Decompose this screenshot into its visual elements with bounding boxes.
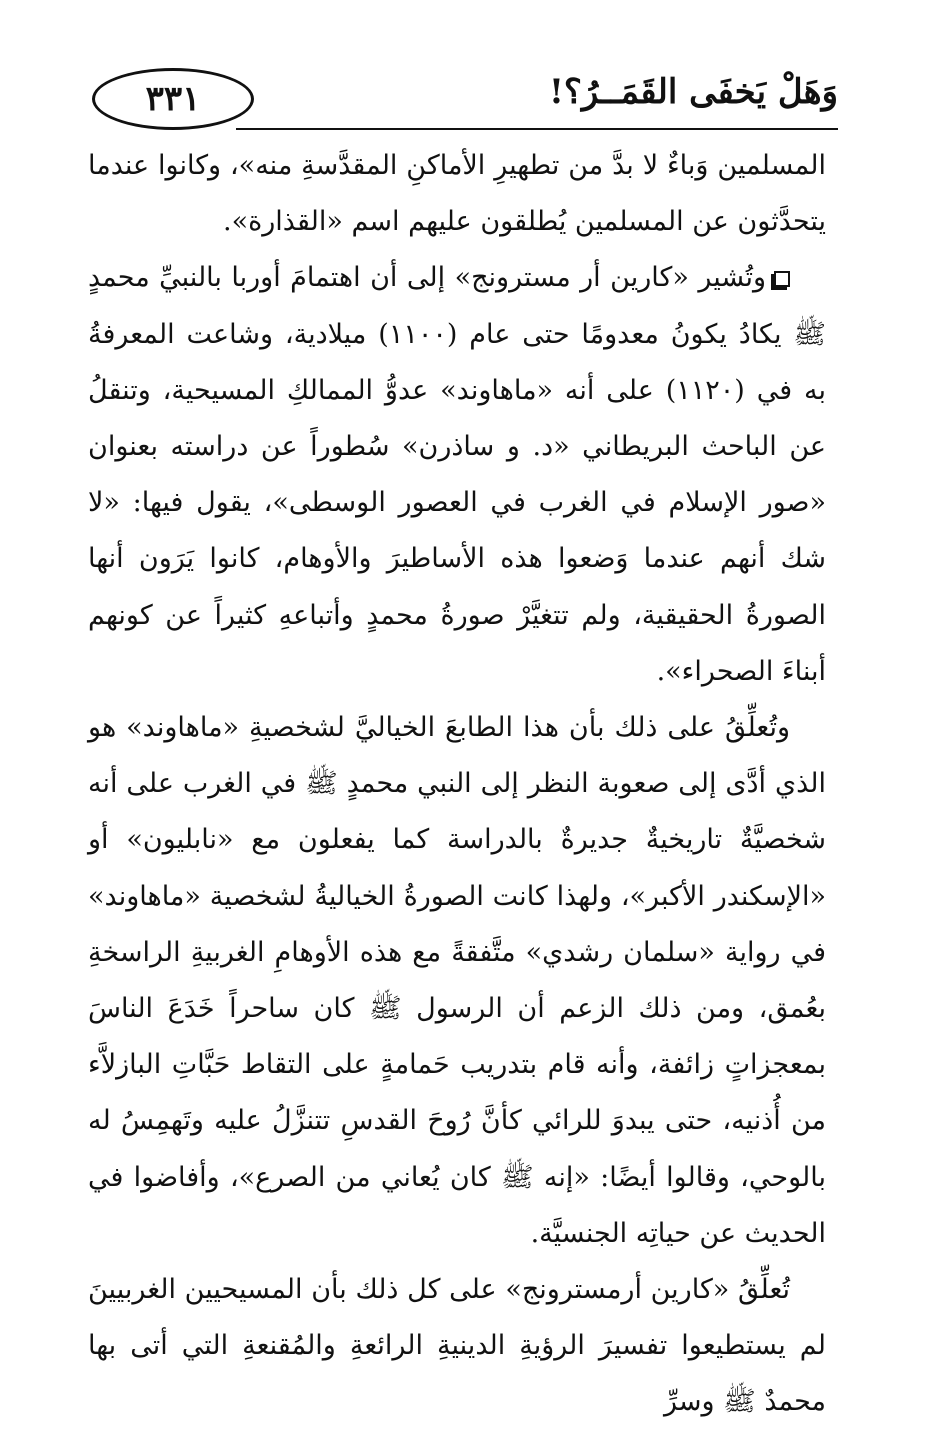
paragraph-marker-icon xyxy=(774,271,790,287)
page-header xyxy=(86,62,838,136)
running-title: وَهَلْ يَخفَى القَمَــرُ؟! xyxy=(548,72,838,112)
body-text xyxy=(88,138,826,1431)
paragraph-2-text: وتُشير «كارين أر مسترونج» إلى أن اهتمامَ أوربا بالنبيِّ محمدٍ ﷺ يكادُ يكونُ معدومًا حتى عام (١١٠٠) ميلادية، وشاعت المعرفةُ به في (١١٢٠) على أنه «ماهاوند» عدوُّ الممالكِ المسيحية، وتنقلُ عن الباحث البريطاني «د. و ساذرن» سُطوراً عن دراسته بعنوان «صور الإسلام في الغرب في العصور الوسطى»، يقول فيها: «لا شك أنهم عندما وَضعوا هذه الأساطيرَ والأوهام، كانوا يَرَون أنها الصورةُ الحقيقية، ولم تتغيَّرْ صورةُ محمدٍ وأتباعهِ كثيراً عن كونهم أبناءَ الصحراء». xyxy=(88,262,826,687)
header-rule xyxy=(236,128,838,130)
paragraph-2 xyxy=(88,250,826,700)
paragraph-4: تُعلِّقُ «كارين أرمسترونج» على كل ذلك بأن المسيحيين الغربيينَ لم يستطيعوا تفسيرَ الرؤيةِ الدينيةِ الرائعةِ والمُقنعةِ التي أتى بها محمدٌ ﷺ وسرِّ xyxy=(88,1274,826,1418)
page-number: ٣٣١ xyxy=(92,68,254,130)
paragraph-1: المسلمين وَباءٌ لا بدَّ من تطهيرِ الأماكنِ المقدَّسةِ منه»، وكانوا عندما يتحدَّثون عن المسلمين يُطلقون عليهم اسم «القذارة». xyxy=(88,150,826,238)
paragraph-3: وتُعلِّقُ على ذلك بأن هذا الطابعَ الخياليَّ لشخصيةِ «ماهاوند» هو الذي أدَّى إلى صعوبة النظر إلى النبي محمدٍ ﷺ في الغرب على أنه شخصيَّةٌ تاريخيةٌ جديرةٌ بالدراسة كما يفعلون مع «نابليون» أو «الإسكندر الأكبر»، ولهذا كانت الصورةُ الخياليةُ لشخصية «ماهاوند» في رواية «سلمان رشدي» متَّفقةً مع هذه الأوهامِ الغربيةِ الراسخةِ بعُمق، ومن ذلك الزعم أن الرسول ﷺ كان ساحراً خَدَعَ الناسَ بمعجزاتٍ زائفة، وأنه قام بتدريب حَمامةٍ على التقاط حَبَّاتِ البازلاَّء من أُذنيه، حتى يبدوَ للرائي كأنَّ رُوحَ القدسِ تتنزَّلُ عليه وتَهمِسُ له بالوحي، وقالوا أيضًا: «إنه ﷺ كان يُعاني من الصرع»، وأفاضوا في الحديث عن حياتِه الجنسيَّة. xyxy=(88,712,826,1249)
